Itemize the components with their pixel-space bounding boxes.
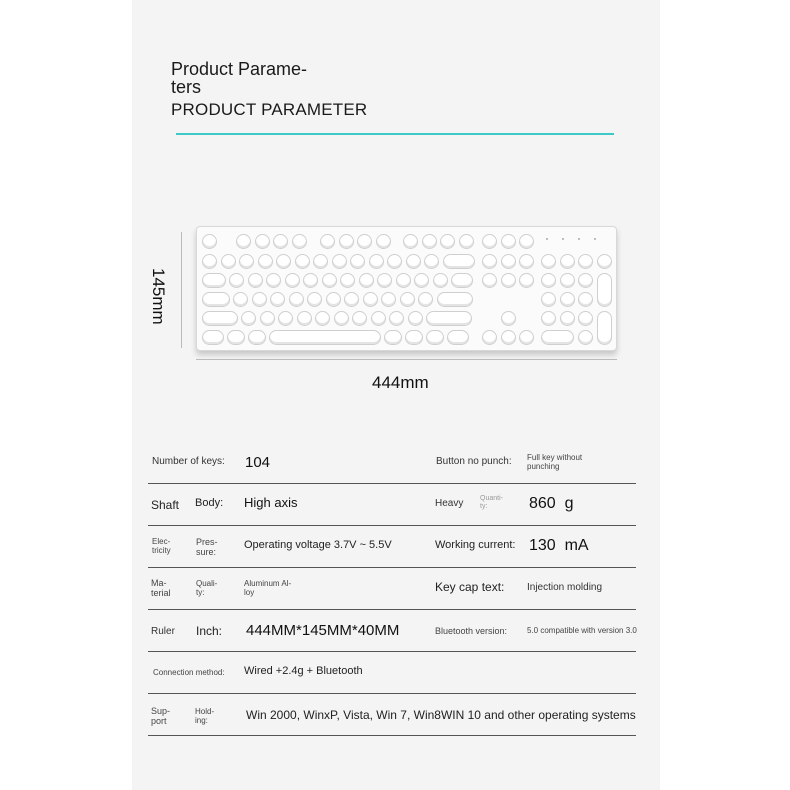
- indicator-light: [578, 238, 580, 240]
- keycap: [578, 330, 593, 345]
- keycap: [278, 311, 293, 326]
- title-divider: [176, 133, 614, 135]
- keycap: [519, 330, 534, 345]
- keycap: [541, 292, 556, 307]
- keycap: [352, 311, 367, 326]
- keycap: [371, 311, 386, 326]
- keycap: [519, 234, 534, 249]
- electricity-label: Elec-tricity: [152, 537, 171, 555]
- connection-label: Connection method:: [153, 668, 225, 677]
- keyboard-image: [196, 226, 617, 352]
- keycap: [440, 234, 455, 249]
- keycap: [320, 234, 335, 249]
- keycap: [403, 234, 418, 249]
- width-dimension-line: [196, 359, 617, 360]
- keycap: [297, 311, 312, 326]
- material-label: Ma-terial: [151, 578, 171, 598]
- keycap: [202, 330, 224, 345]
- keycap: [340, 273, 355, 288]
- keycap: [248, 330, 266, 345]
- keycap: [451, 273, 473, 288]
- connection-value: Wired +2.4g + Bluetooth: [244, 665, 363, 677]
- size-value: 444MM*145MM*40MM: [246, 622, 400, 639]
- keycap: [418, 292, 433, 307]
- page-title-line-2: ters: [171, 77, 202, 97]
- os-value: Win 2000, WinxP, Vista, Win 7, Win8WIN 10 and other operating systems: [246, 708, 636, 722]
- keycap: [202, 311, 238, 326]
- keycap: [396, 273, 411, 288]
- button-no-punch-label: Button no punch:: [436, 456, 512, 467]
- key-cap-text-value: Injection molding: [527, 582, 603, 593]
- keycap: [303, 273, 318, 288]
- keycap: [315, 311, 330, 326]
- width-dimension-label: 444mm: [372, 373, 429, 392]
- keycap: [501, 254, 516, 269]
- keycap: [560, 273, 575, 288]
- keycap: [519, 273, 534, 288]
- keycap: [578, 292, 593, 307]
- indicator-light: [594, 238, 596, 240]
- keycap: [276, 254, 291, 269]
- keycap: [597, 254, 612, 269]
- keycap: [560, 292, 575, 307]
- keycap: [405, 330, 423, 345]
- keycap: [248, 273, 263, 288]
- keycap: [295, 254, 310, 269]
- keycap: [437, 292, 473, 307]
- keycap: [501, 234, 516, 249]
- keycap: [227, 330, 245, 345]
- indicator-light: [546, 238, 548, 240]
- keycap: [285, 273, 300, 288]
- key-cap-text-label: Key cap text:: [435, 580, 505, 594]
- holding-label: Hold-ing:: [195, 707, 215, 725]
- body-value: High axis: [244, 495, 298, 510]
- shaft-label: Shaft: [151, 498, 180, 512]
- working-current-label: Working current:: [435, 539, 516, 551]
- keycap: [307, 292, 322, 307]
- weight-value: 860 g: [529, 495, 574, 512]
- voltage-value: Operating voltage 3.7V ~ 5.5V: [244, 539, 392, 551]
- keycap: [389, 311, 404, 326]
- keycap: [255, 234, 270, 249]
- table-divider: [148, 567, 636, 568]
- pressure-label: Pres-sure:: [196, 537, 218, 557]
- keycap: [202, 254, 217, 269]
- number-of-keys-value: 104: [245, 454, 271, 471]
- keycap: [597, 311, 612, 345]
- keycap: [422, 234, 437, 249]
- keycap: [239, 254, 254, 269]
- keycap: [289, 292, 304, 307]
- keycap: [229, 273, 244, 288]
- keycap: [377, 273, 392, 288]
- bluetooth-value: 5.0 compatible with version 3.0: [527, 626, 637, 635]
- button-no-punch-value: Full key without punching: [527, 453, 583, 471]
- keycap: [400, 292, 415, 307]
- keycap: [447, 330, 469, 345]
- keycap: [369, 254, 384, 269]
- keycap: [541, 273, 556, 288]
- keycap: [381, 292, 396, 307]
- keycap: [202, 273, 226, 288]
- keycap: [501, 273, 516, 288]
- keycap: [384, 330, 402, 345]
- keycap: [406, 254, 421, 269]
- keycap: [266, 273, 281, 288]
- material-value: Aluminum Al-loy: [244, 579, 292, 597]
- keycap: [541, 330, 574, 345]
- number-of-keys-label: Number of keys:: [152, 456, 225, 467]
- keycap: [363, 292, 378, 307]
- quantity-label: Quanti-ty:: [480, 495, 503, 510]
- table-divider: [148, 693, 636, 694]
- keycap: [459, 234, 474, 249]
- keycap: [339, 234, 354, 249]
- keycap: [273, 234, 288, 249]
- keycap: [221, 254, 236, 269]
- keycap: [376, 234, 391, 249]
- keycap: [597, 273, 612, 307]
- keycap: [233, 292, 248, 307]
- table-divider: [148, 735, 636, 736]
- keycap: [270, 292, 285, 307]
- keycap: [322, 273, 337, 288]
- keycap: [269, 330, 381, 345]
- keycap: [357, 234, 372, 249]
- keycap: [202, 292, 230, 307]
- keycap: [578, 254, 593, 269]
- keycap: [501, 311, 516, 326]
- keycap: [260, 311, 275, 326]
- support-label: Sup-port: [151, 706, 171, 726]
- keycap: [350, 254, 365, 269]
- height-dimension-line: [181, 232, 182, 348]
- keycap: [501, 330, 516, 345]
- keycap: [426, 330, 444, 345]
- ruler-label: Ruler: [151, 626, 175, 637]
- keycap: [578, 311, 593, 326]
- keycap: [313, 254, 328, 269]
- keycap: [414, 273, 429, 288]
- body-label: Body:: [195, 497, 224, 509]
- keycap: [326, 292, 341, 307]
- keycap: [541, 311, 556, 326]
- inch-label: Inch:: [196, 624, 223, 638]
- keycap: [519, 254, 534, 269]
- keycap: [424, 254, 439, 269]
- keycap: [236, 234, 251, 249]
- table-divider: [148, 525, 636, 526]
- keycap: [426, 311, 472, 326]
- height-dimension-label: 145mm: [149, 268, 168, 325]
- heavy-label: Heavy: [435, 498, 464, 509]
- keycap: [541, 254, 556, 269]
- keycap: [258, 254, 273, 269]
- table-divider: [148, 609, 636, 610]
- keycap: [482, 273, 497, 288]
- keycap: [560, 311, 575, 326]
- keycap: [334, 311, 349, 326]
- keycap: [482, 254, 497, 269]
- keycap: [292, 234, 307, 249]
- keycap: [482, 234, 497, 249]
- keycap: [359, 273, 374, 288]
- keycap: [202, 234, 217, 249]
- keycap: [443, 254, 475, 269]
- keycap: [560, 254, 575, 269]
- page-title-line-1: Product Parame-: [171, 59, 308, 79]
- keycap: [408, 311, 423, 326]
- keycap: [387, 254, 402, 269]
- indicator-light: [562, 238, 564, 240]
- keycap: [241, 311, 256, 326]
- table-divider: [148, 651, 636, 652]
- keycap: [252, 292, 267, 307]
- keycap: [332, 254, 347, 269]
- keycap: [578, 273, 593, 288]
- page-subtitle: PRODUCT PARAMETER: [171, 100, 368, 119]
- bluetooth-label: Bluetooth version:: [435, 626, 508, 636]
- quality-label: Quali-ty:: [196, 579, 218, 597]
- working-current-value: 130 mA: [529, 537, 589, 554]
- keycap: [344, 292, 359, 307]
- table-divider: [148, 483, 636, 484]
- keycap: [482, 330, 497, 345]
- keycap: [433, 273, 448, 288]
